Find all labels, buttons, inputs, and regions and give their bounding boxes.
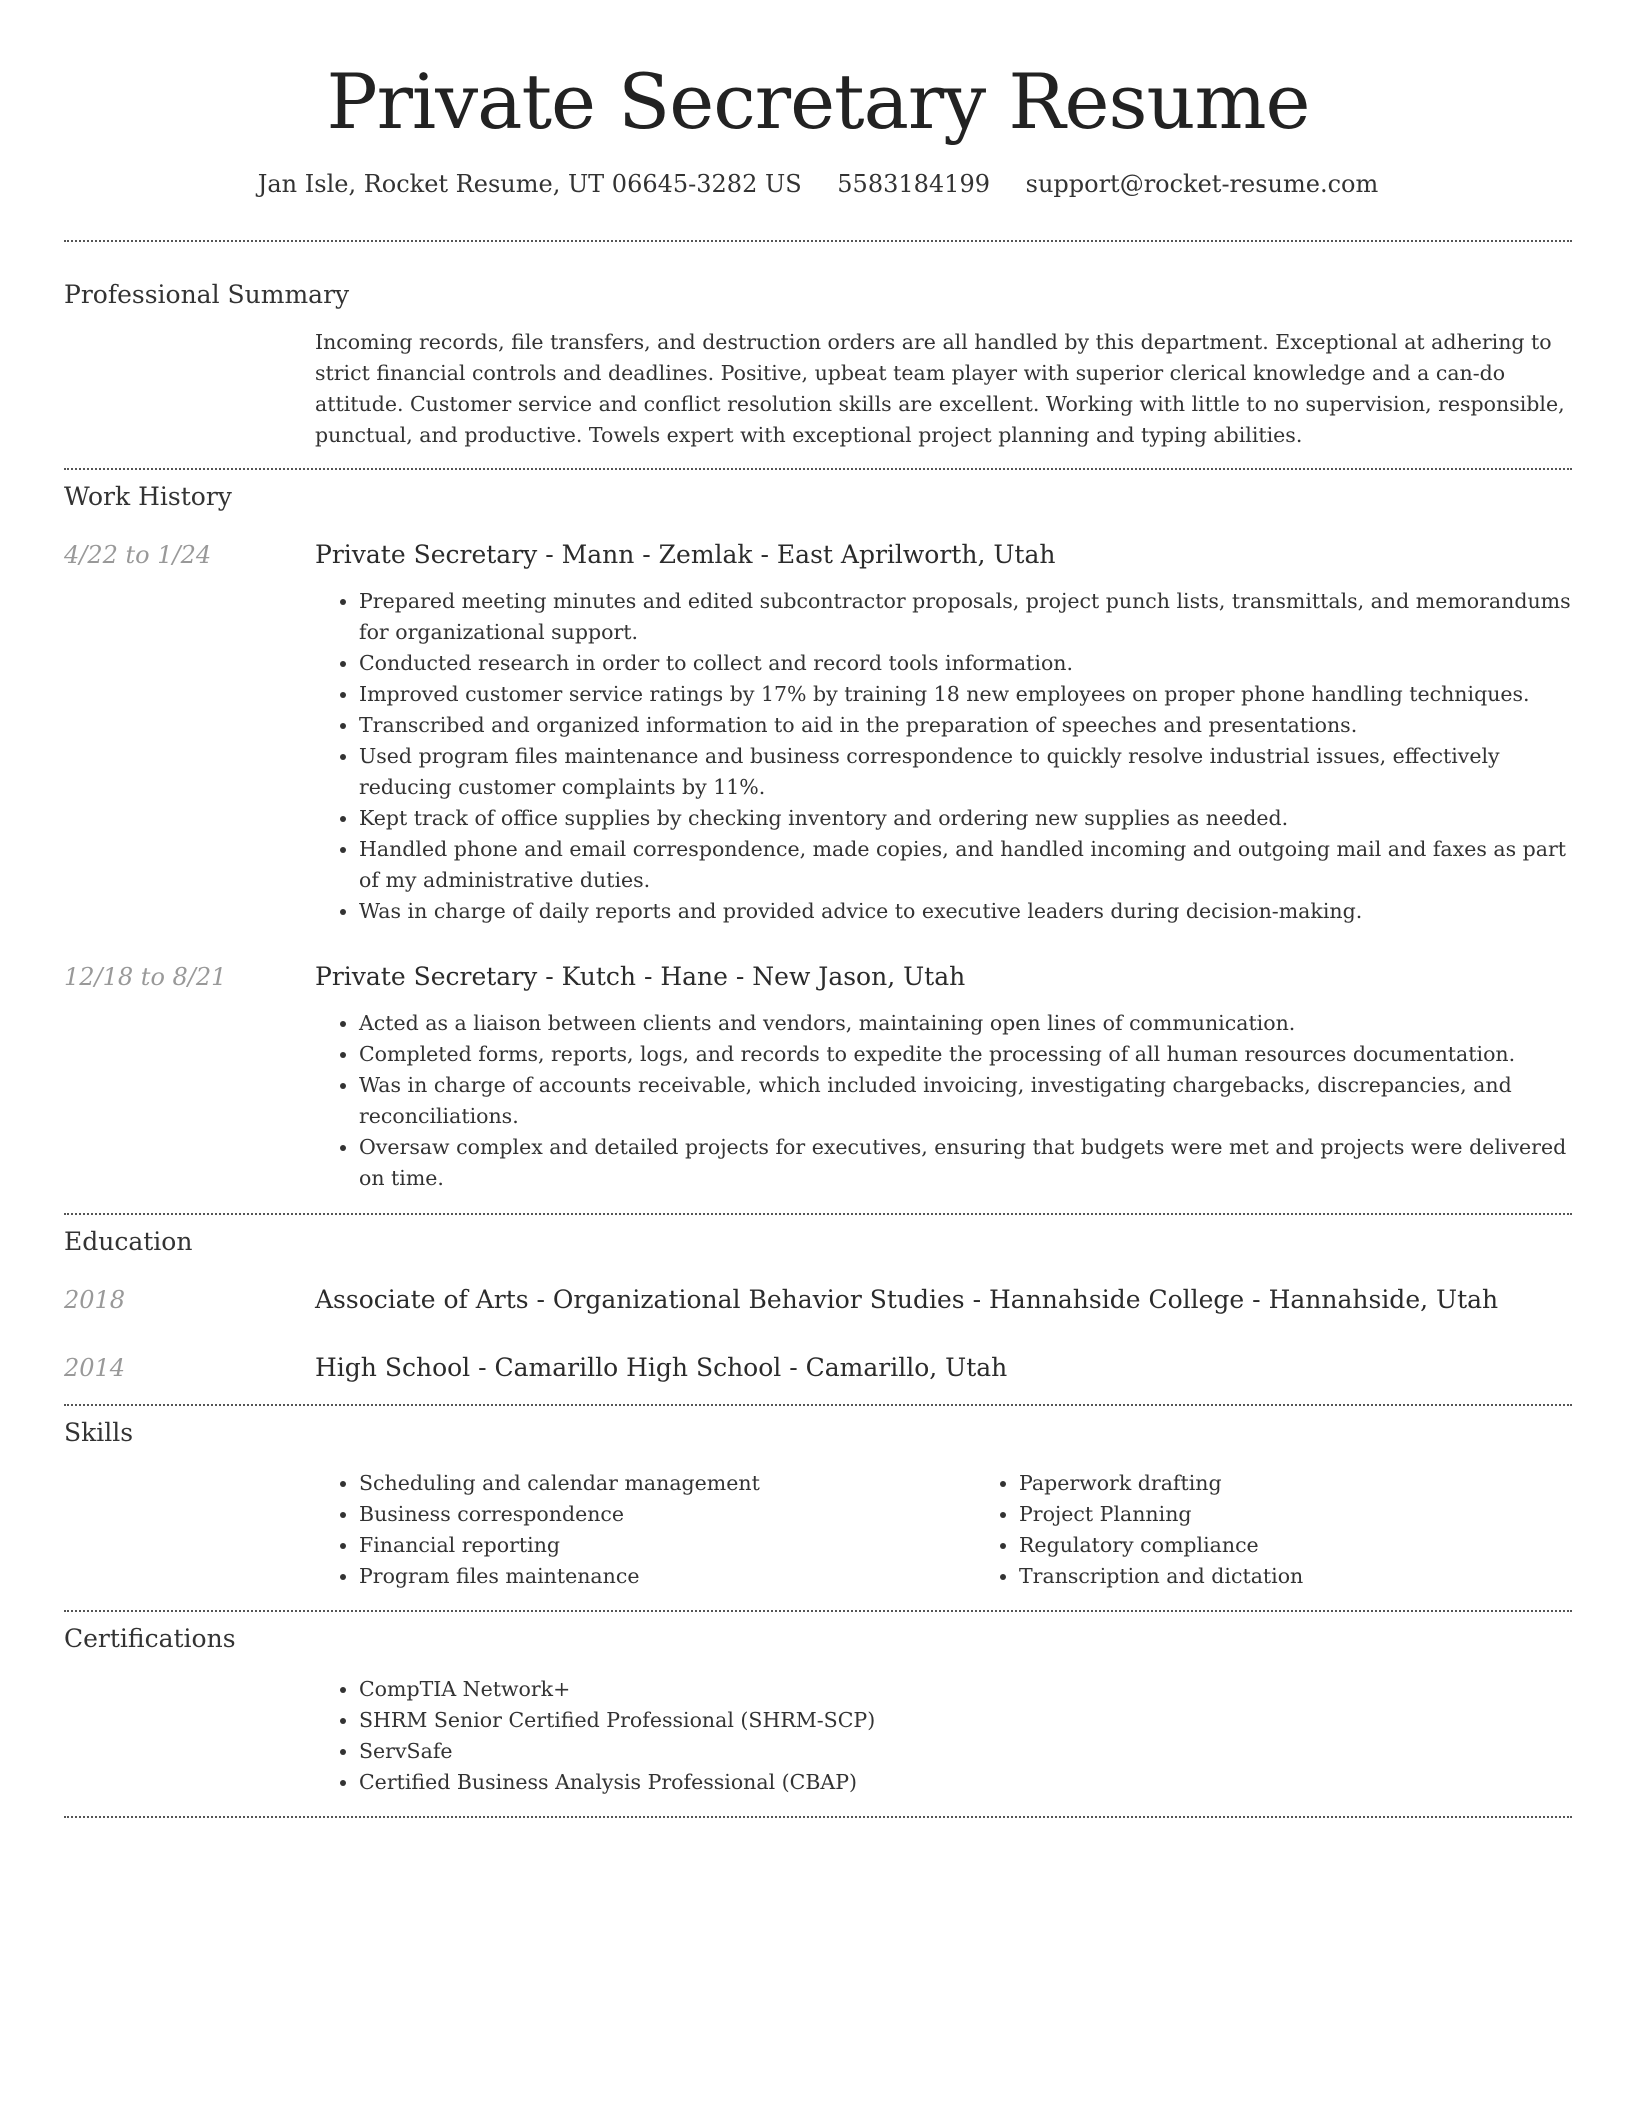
job-entry <box>64 960 1572 1194</box>
list-item: • Handled phone and email correspondence, made copies, and handled incoming and outgoing mail and faxes as part of my administrative duties. <box>359 834 1572 896</box>
summary-text: Incoming records, file transfers, and destruction orders are all handled by this department. Exceptional at adhering to strict financial controls and deadlines. Positive, upbeat team player with superior clerical knowledge and a can-do attitude. Customer service and conflict resolution skills are excellent. Working with little to no supervision, responsible, punctual, and productive. Towels expert with exceptional project planning and typing abilities. <box>315 330 1565 447</box>
list-item: • Conducted research in order to collect and record tools information. <box>359 648 1572 679</box>
education-details: - Organizational Behavior Studies - Hannahside College - Hannahside, Utah <box>528 1285 1499 1314</box>
education-degree: Associate of Arts <box>315 1285 529 1314</box>
summary-heading: Professional Summary <box>64 280 350 309</box>
skills-section <box>64 1416 1572 1592</box>
contact-address: Jan Isle, Rocket Resume, UT 06645-3282 US <box>257 170 802 198</box>
list-item: • Completed forms, reports, logs, and records to expedite the processing of all human resources documentation. <box>359 1039 1572 1070</box>
list-item: • Oversaw complex and detailed projects for executives, ensuring that budgets were met and projects were delivered on time. <box>359 1132 1572 1194</box>
skills-heading: Skills <box>64 1418 134 1447</box>
work-heading: Work History <box>64 482 232 511</box>
list-item: • CompTIA Network+ <box>359 1674 1572 1705</box>
summary-section <box>64 278 1572 451</box>
certifications-section <box>64 1622 1572 1798</box>
education-degree: High School <box>315 1353 471 1382</box>
list-item: • Financial reporting <box>359 1530 975 1561</box>
list-item: • Acted as a liaison between clients and vendors, maintaining open lines of communication. <box>359 1008 1572 1039</box>
education-heading: Education <box>64 1227 193 1256</box>
job-entry <box>64 538 1572 927</box>
list-item: • Was in charge of daily reports and provided advice to executive leaders during decision-making. <box>359 896 1572 927</box>
divider <box>64 1213 1572 1215</box>
list-item: • Used program files maintenance and business correspondence to quickly resolve industrial issues, effectively reducing customer complaints by 11%. <box>359 741 1572 803</box>
list-item: • Business correspondence <box>359 1499 975 1530</box>
divider <box>64 240 1572 242</box>
job-bullets <box>315 1008 1572 1194</box>
education-details: - Camarillo High School - Camarillo, Utah <box>470 1353 1008 1382</box>
list-item: • Paperwork drafting <box>1019 1468 1632 1499</box>
list-item: • Certified Business Analysis Professional (CBAP) <box>359 1767 1572 1798</box>
education-entry <box>64 1283 1572 1317</box>
education-entry <box>64 1351 1572 1385</box>
contact-line <box>64 168 1572 200</box>
certifications-heading: Certifications <box>64 1624 236 1653</box>
contact-email: support@rocket-resume.com <box>1025 170 1379 198</box>
job-title: Private Secretary - Kutch - Hane - New Jason, Utah <box>315 962 966 991</box>
divider <box>64 1610 1572 1612</box>
list-item: • Regulatory compliance <box>1019 1530 1632 1561</box>
list-item: • Program files maintenance <box>359 1561 975 1592</box>
list-item: • Prepared meeting minutes and edited subcontractor proposals, project punch lists, transmittals, and memorandums for organizational support. <box>359 586 1572 648</box>
job-title: Private Secretary - Mann - Zemlak - East Aprilworth, Utah <box>315 540 1056 569</box>
list-item: • Transcribed and organized information to aid in the preparation of speeches and presentations. <box>359 710 1572 741</box>
list-item: • Was in charge of accounts receivable, which included invoicing, investigating chargebacks, discrepancies, and reconciliations. <box>359 1070 1572 1132</box>
list-item: • SHRM Senior Certified Professional (SHRM-SCP) <box>359 1705 1572 1736</box>
list-item: • Project Planning <box>1019 1499 1632 1530</box>
job-dates: 4/22 to 1/24 <box>64 541 212 569</box>
list-item: • Scheduling and calendar management <box>359 1468 975 1499</box>
list-item: • Transcription and dictation <box>1019 1561 1632 1592</box>
divider <box>64 1816 1572 1818</box>
certifications-list <box>315 1674 1572 1798</box>
skills-list <box>315 1468 975 1592</box>
job-dates: 12/18 to 8/21 <box>64 963 227 991</box>
resume-page <box>64 0 1572 1818</box>
list-item: • Improved customer service ratings by 17% by training 18 new employees on proper phone handling techniques. <box>359 679 1572 710</box>
education-year: 2018 <box>64 1286 126 1314</box>
education-section <box>64 1225 1572 1385</box>
list-item: • Kept track of office supplies by checking inventory and ordering new supplies as needed. <box>359 803 1572 834</box>
contact-phone: 5583184199 <box>837 170 990 198</box>
resume-title: Private Secretary Resume <box>326 57 1310 146</box>
work-section <box>64 480 1572 1194</box>
list-item: • ServSafe <box>359 1736 1572 1767</box>
divider <box>64 468 1572 470</box>
skills-list <box>975 1468 1632 1592</box>
education-year: 2014 <box>64 1354 126 1382</box>
divider <box>64 1404 1572 1406</box>
job-bullets <box>315 586 1572 927</box>
